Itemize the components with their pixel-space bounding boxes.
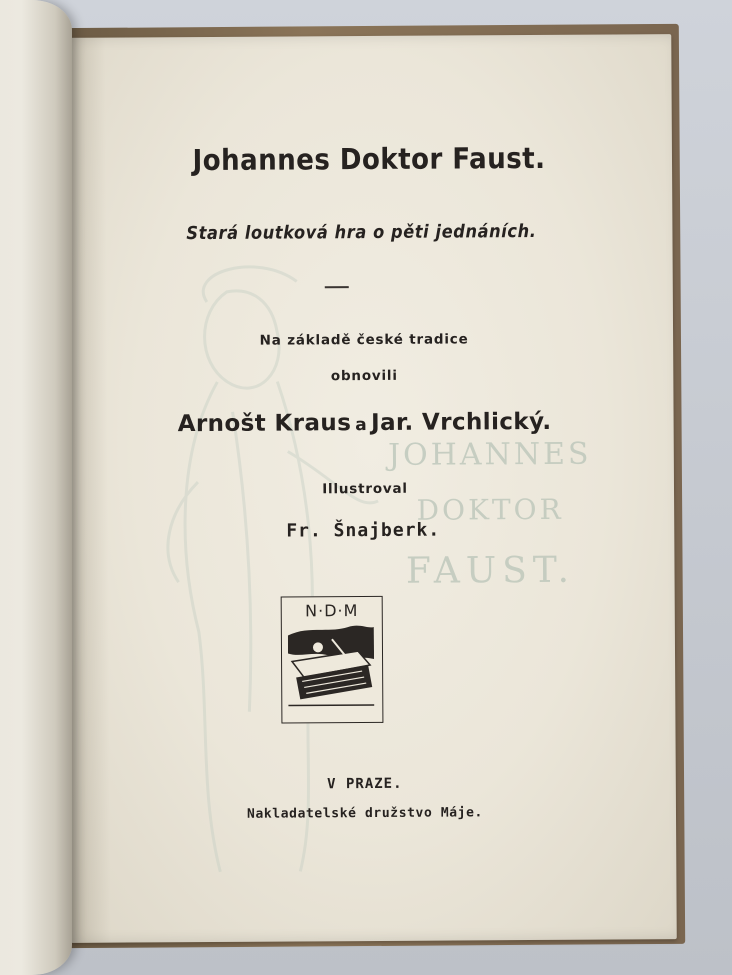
authors-line	[62, 408, 668, 438]
illustrated-label: Illustroval	[322, 480, 408, 498]
show-through-text: JOHANNES	[387, 436, 592, 473]
book-title: Johannes Doktor Faust.	[192, 140, 546, 178]
book-subtitle: Stará loutková hra o pěti jednáních.	[186, 220, 537, 245]
basis-line: Na základě české tradice	[259, 331, 469, 349]
left-facing-page	[0, 0, 72, 975]
author-name: Arnošt Kraus	[177, 410, 352, 438]
show-through-text: FAUST.	[405, 549, 576, 592]
author-conjunction: a	[355, 415, 368, 436]
emblem-picture	[288, 625, 375, 714]
emblem-letters: N·D·M	[305, 601, 359, 621]
illustrator-name: Fr. Šnajberk.	[286, 519, 441, 542]
show-through-text: DOKTOR	[416, 492, 564, 527]
divider-rule	[325, 286, 349, 288]
title-page	[65, 34, 677, 943]
publication-city: V PRAZE.	[327, 775, 403, 793]
publisher-emblem	[281, 596, 384, 724]
author-name: Jar. Vrchlický.	[371, 408, 552, 436]
publisher-name: Nakladatelské družstvo Máje.	[246, 805, 483, 822]
renewed-by-line: obnovili	[330, 367, 398, 385]
